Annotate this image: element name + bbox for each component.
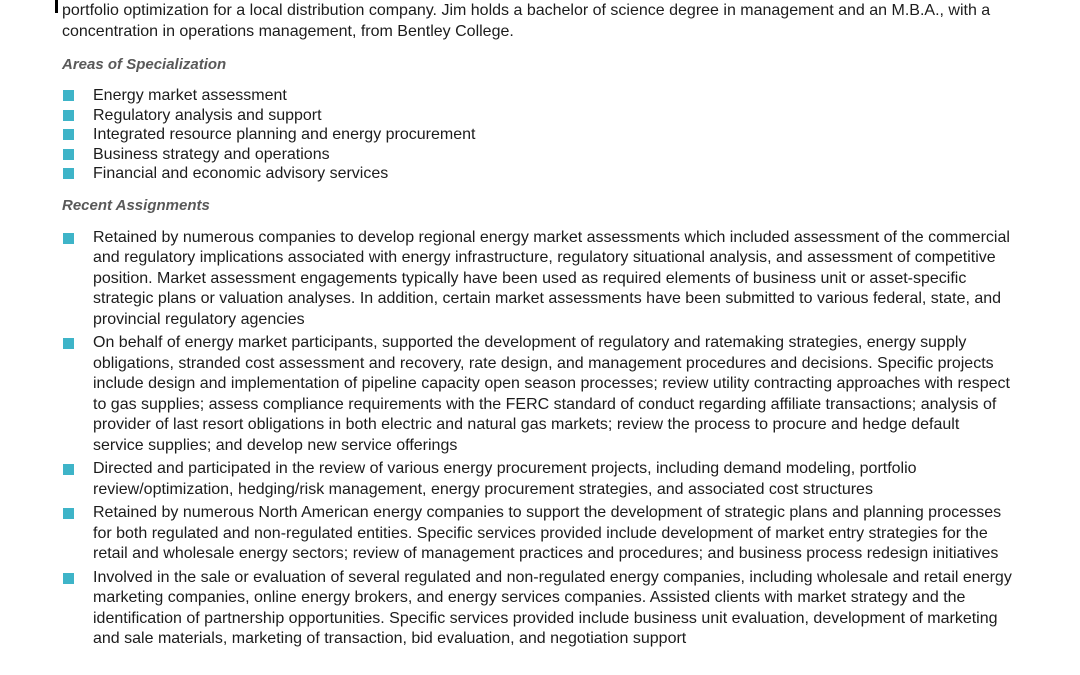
list-item-text: Retained by numerous North American energy companies to support the development of strategic plans and planning processes for both regulated and non-regulated entities. Specific services provided include development of market entry strategies for the retail and wholesale energy sectors; review of management practices and procedures; and business process redesign initiatives — [93, 504, 1002, 562]
square-bullet-icon — [63, 464, 74, 475]
list-item-text: Regulatory analysis and support — [93, 106, 322, 124]
square-bullet-icon — [63, 573, 74, 584]
list-item-text: Financial and economic advisory services — [93, 165, 389, 182]
square-bullet-icon — [63, 338, 74, 349]
list-item — [62, 459, 1012, 500]
square-bullet-icon — [63, 149, 74, 160]
list-item — [62, 145, 1012, 165]
list-item-text: Retained by numerous companies to develop regional energy market assessments which included assessment of the commercial and regulatory implications associated with energy infrastructure, regulatory situational analysis, and assessment of competitive position. Market assessment engagements typically have been used as required elements of business unit or asset-specific strategic plans or valuation analyses. In addition, certain market assessments have been submitted to various federal, state, and provincial regulatory agencies — [93, 228, 1010, 328]
recent-assignments-list — [62, 228, 1012, 650]
list-item-text: Business strategy and operations — [93, 145, 330, 163]
section-heading-recent-assignments: Recent Assignments — [62, 196, 210, 214]
list-item-text: Integrated resource planning and energy procurement — [93, 126, 476, 143]
square-bullet-icon — [63, 90, 74, 101]
bio-paragraph-continuation: portfolio optimization for a local distribution company. Jim holds a bachelor of science degree in management and an M.B.A., with a concentration in operations management, from Bentley College. — [62, 2, 991, 40]
list-item — [62, 125, 1012, 145]
section-heading-areas-of-specialization: Areas of Specialization — [62, 56, 227, 73]
list-item — [62, 106, 1012, 126]
list-item — [62, 503, 1012, 565]
list-item — [62, 568, 1012, 650]
specialization-list — [62, 86, 1012, 184]
square-bullet-icon — [63, 129, 74, 140]
list-item — [62, 164, 1012, 184]
list-item-text: Involved in the sale or evaluation of several regulated and non-regulated energy companies, including wholesale and retail energy marketing companies, online energy brokers, and energy services companies. Assisted clients with market strategy and the identification of partnership opportunities. Specific services provided include business unit evaluation, development of marketing and sale materials, marketing of transaction, bid evaluation, and negotiation support — [93, 568, 1012, 647]
square-bullet-icon — [63, 110, 74, 121]
list-item — [62, 228, 1012, 331]
list-item-text: On behalf of energy market participants, supported the development of regulatory and ratemaking strategies, energy supply obligations, stranded cost assessment and recovery, rate design, and management procedures and decisions. Specific projects include design and implementation of pipeline capacity open season processes; review utility contracting approaches with respect to gas supplies; assess compliance requirements with the FERC standard of conduct regarding affiliate transactions; analysis of provider of last resort obligations in both electric and natural gas markets; review the process to procure and hedge default service supplies; and develop new service offerings — [93, 334, 1010, 454]
square-bullet-icon — [63, 168, 74, 179]
list-item — [62, 333, 1012, 456]
crop-artifact-tick — [55, 0, 58, 13]
list-item — [62, 86, 1012, 106]
square-bullet-icon — [63, 508, 74, 519]
list-item-text: Directed and participated in the review of various energy procurement projects, including demand modeling, portfolio review/optimization, hedging/risk management, energy procurement strategies, and associated cost structures — [93, 460, 917, 498]
list-item-text: Energy market assessment — [93, 87, 287, 104]
square-bullet-icon — [63, 233, 74, 244]
